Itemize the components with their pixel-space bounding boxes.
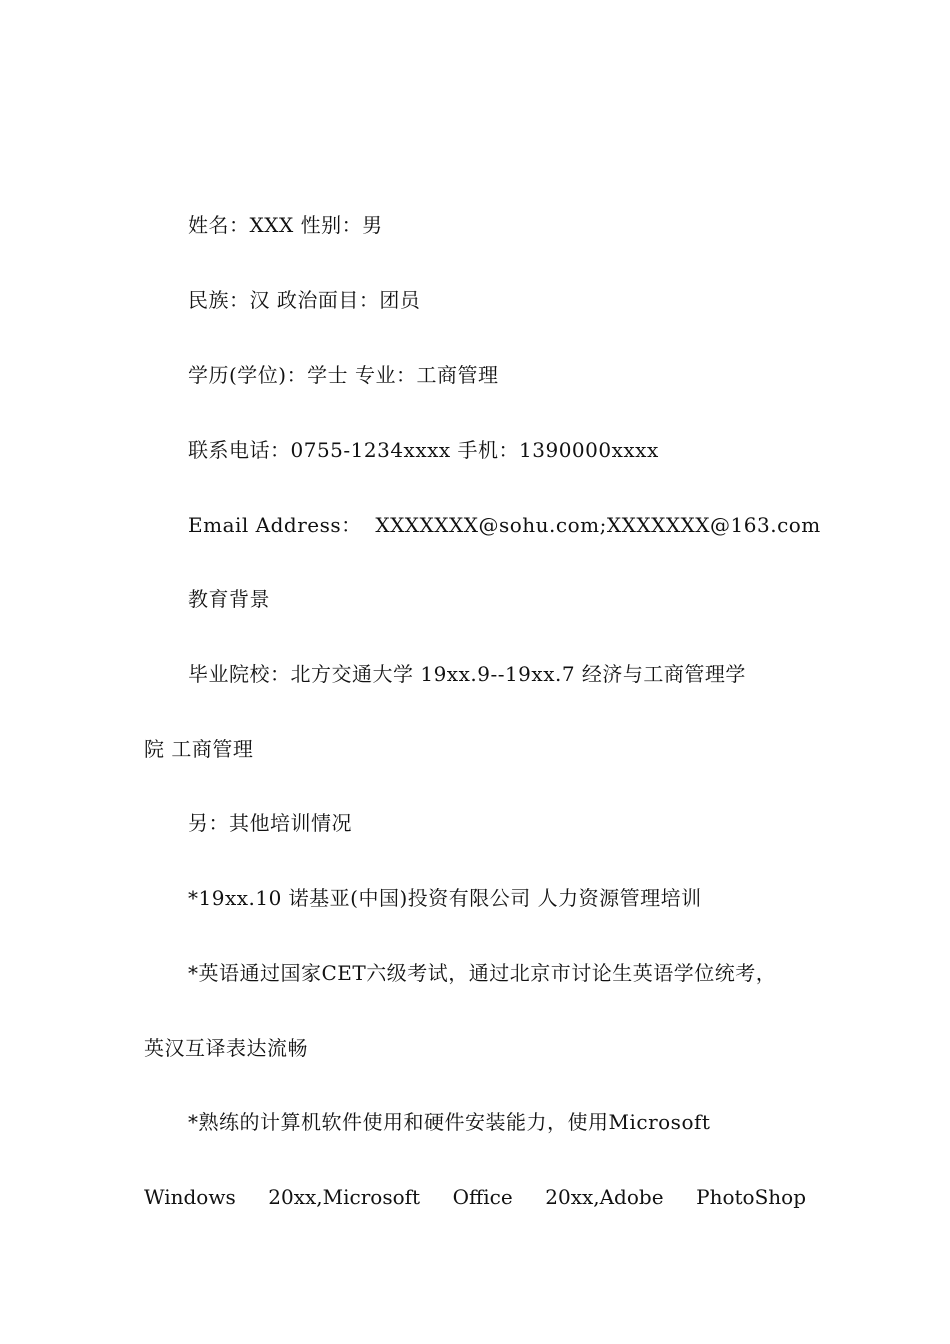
name-gender-line: 姓名：XXX 性别：男 xyxy=(188,213,383,237)
software-word: PhotoShop xyxy=(696,1185,806,1209)
email-line: Email Address： XXXXXXX@sohu.com;XXXXXXX@163.com xyxy=(188,513,821,537)
degree-major-line: 学历(学位)：学士 专业：工商管理 xyxy=(188,363,499,387)
ethnicity-politics-line: 民族：汉 政治面目：团员 xyxy=(188,288,421,312)
english-skill-line: *英语通过国家CET六级考试，通过北京市讨论生英语学位统考， xyxy=(188,961,777,985)
software-word: Windows xyxy=(144,1185,236,1209)
phone-line: 联系电话：0755-1234xxxx 手机：1390000xxxx xyxy=(188,438,659,462)
computer-skill-line-continued xyxy=(144,1184,806,1210)
training-item: *19xx.10 诺基亚(中国)投资有限公司 人力资源管理培训 xyxy=(188,886,702,910)
school-line: 毕业院校：北方交通大学 19xx.9--19xx.7 经济与工商管理学 xyxy=(188,662,746,686)
training-heading: 另：其他培训情况 xyxy=(188,811,352,835)
school-line-continued: 院 工商管理 xyxy=(144,737,254,761)
software-word: 20xx,Microsoft xyxy=(268,1185,421,1209)
software-word: Office xyxy=(452,1185,513,1209)
computer-skill-line: *熟练的计算机软件使用和硬件安装能力，使用Microsoft xyxy=(188,1110,711,1134)
education-heading: 教育背景 xyxy=(188,587,270,611)
english-skill-line-continued: 英汉互译表达流畅 xyxy=(144,1036,308,1060)
software-word: 20xx,Adobe xyxy=(545,1185,664,1209)
